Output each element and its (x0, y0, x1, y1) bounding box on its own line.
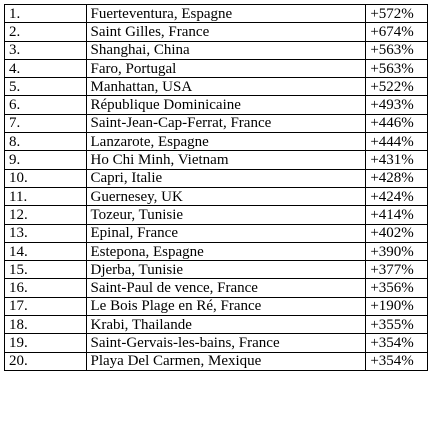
table-row (5, 114, 428, 132)
destination-cell: Guernesey, UK (86, 187, 366, 205)
rank-cell: 17. (5, 297, 87, 315)
destination-cell: Djerba, Tunisie (86, 261, 366, 279)
growth-cell: +402% (366, 224, 428, 242)
growth-cell: +563% (366, 41, 428, 59)
rank-cell: 13. (5, 224, 87, 242)
growth-cell: +522% (366, 78, 428, 96)
rank-cell: 4. (5, 59, 87, 77)
growth-cell: +377% (366, 261, 428, 279)
growth-cell: +493% (366, 96, 428, 114)
growth-cell: +190% (366, 297, 428, 315)
table-row (5, 242, 428, 260)
destination-cell: Estepona, Espagne (86, 242, 366, 260)
growth-cell: +674% (366, 23, 428, 41)
growth-cell: +414% (366, 206, 428, 224)
growth-cell: +431% (366, 151, 428, 169)
destination-cell: République Dominicaine (86, 96, 366, 114)
growth-cell: +428% (366, 169, 428, 187)
destination-cell: Le Bois Plage en Ré, France (86, 297, 366, 315)
rank-cell: 20. (5, 352, 87, 370)
destination-cell: Playa Del Carmen, Mexique (86, 352, 366, 370)
rank-cell: 19. (5, 334, 87, 352)
rank-cell: 11. (5, 187, 87, 205)
rank-cell: 7. (5, 114, 87, 132)
destination-cell: Ho Chi Minh, Vietnam (86, 151, 366, 169)
table-row (5, 187, 428, 205)
table-row (5, 96, 428, 114)
growth-cell: +354% (366, 352, 428, 370)
growth-cell: +563% (366, 59, 428, 77)
rank-cell: 1. (5, 5, 87, 23)
rank-cell: 15. (5, 261, 87, 279)
table-row (5, 59, 428, 77)
table-row (5, 206, 428, 224)
growth-cell: +572% (366, 5, 428, 23)
destination-cell: Saint-Gervais-les-bains, France (86, 334, 366, 352)
table-body (5, 5, 428, 371)
rank-cell: 14. (5, 242, 87, 260)
table-row (5, 151, 428, 169)
table-row (5, 224, 428, 242)
rank-cell: 16. (5, 279, 87, 297)
destination-cell: Capri, Italie (86, 169, 366, 187)
table-row (5, 78, 428, 96)
destination-cell: Faro, Portugal (86, 59, 366, 77)
destination-cell: Epinal, France (86, 224, 366, 242)
destination-cell: Krabi, Thailande (86, 316, 366, 334)
table-row (5, 5, 428, 23)
rank-cell: 5. (5, 78, 87, 96)
destination-cell: Shanghai, China (86, 41, 366, 59)
destination-cell: Tozeur, Tunisie (86, 206, 366, 224)
table-row (5, 352, 428, 370)
ranking-table (4, 4, 428, 371)
growth-cell: +354% (366, 334, 428, 352)
rank-cell: 3. (5, 41, 87, 59)
rank-cell: 6. (5, 96, 87, 114)
table-row (5, 279, 428, 297)
rank-cell: 10. (5, 169, 87, 187)
rank-cell: 18. (5, 316, 87, 334)
destination-cell: Fuerteventura, Espagne (86, 5, 366, 23)
destination-cell: Lanzarote, Espagne (86, 133, 366, 151)
rank-cell: 12. (5, 206, 87, 224)
growth-cell: +424% (366, 187, 428, 205)
rank-cell: 8. (5, 133, 87, 151)
table-row (5, 169, 428, 187)
growth-cell: +446% (366, 114, 428, 132)
table-row (5, 334, 428, 352)
rank-cell: 2. (5, 23, 87, 41)
table-row (5, 297, 428, 315)
table-row (5, 316, 428, 334)
growth-cell: +444% (366, 133, 428, 151)
growth-cell: +356% (366, 279, 428, 297)
table-row (5, 23, 428, 41)
growth-cell: +390% (366, 242, 428, 260)
destination-cell: Saint Gilles, France (86, 23, 366, 41)
table-row (5, 133, 428, 151)
table-row (5, 261, 428, 279)
destination-cell: Saint-Jean-Cap-Ferrat, France (86, 114, 366, 132)
destination-cell: Saint-Paul de vence, France (86, 279, 366, 297)
rank-cell: 9. (5, 151, 87, 169)
table-row (5, 41, 428, 59)
growth-cell: +355% (366, 316, 428, 334)
destination-cell: Manhattan, USA (86, 78, 366, 96)
